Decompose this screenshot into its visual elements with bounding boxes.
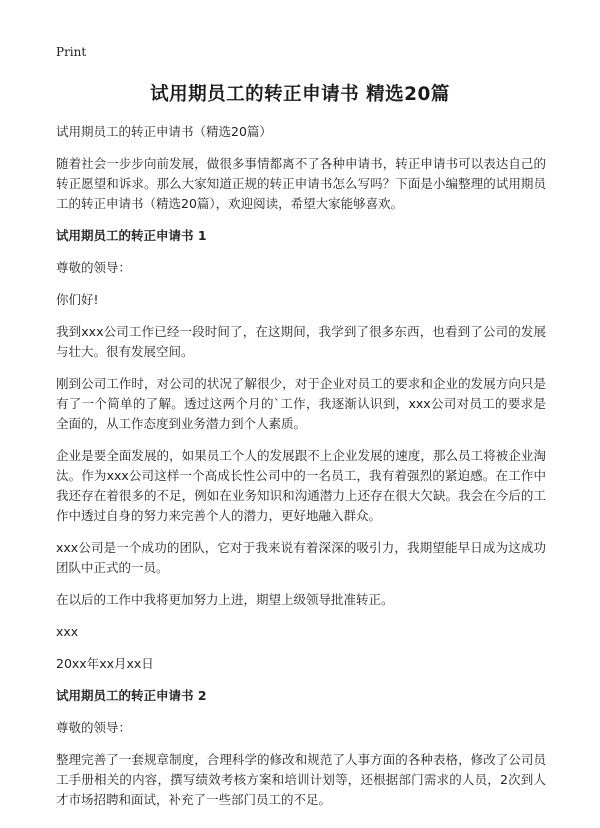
body-paragraph: 刚到公司工作时，对公司的状况了解很少，对于企业对员工的要求和企业的发展方向只是有了一个简单的了解。透过这两个月的`工作，我逐渐认识到，xxx公司对员工的要求是全面的，从工作态度到业务潜力到个人素质。 [56,376,546,431]
greeting: 你们好! [56,292,99,307]
document-subtitle: 试用期员工的转正申请书（精选20篇） [56,124,272,139]
section-heading: 试用期员工的转正申请书 2 [56,688,207,703]
body-paragraph: 整理完善了一套规章制度，合理科学的修改和规范了人事方面的各种表格，修改了公司员工手册相关的内容，撰写绩效考核方案和培训计划等，还根据部门需求的人员，2次到人才市场招聘和面试，补充了一些部门员工的不足。 [56,752,546,807]
signature: xxx [56,624,79,639]
body-paragraph: 在以后的工作中我将更加努力上进，期望上级领导批准转正。 [56,592,394,607]
intro-paragraph: 随着社会一步步向前发展，做很多事情都离不了各种申请书，转正申请书可以表达自己的转正愿望和诉求。那么大家知道正规的转正申请书怎么写吗？下面是小编整理的试用期员工的转正申请书（精选20篇），欢迎阅读，希望大家能够喜欢。 [56,156,546,211]
page-title: 试用期员工的转正申请书 精选20篇 [150,84,450,105]
salutation: 尊敬的领导： [56,720,132,735]
print-link[interactable]: Print [56,45,87,59]
salutation: 尊敬的领导： [56,260,132,275]
body-paragraph: 我到xxx公司工作已经一段时间了，在这期间，我学到了很多东西，也看到了公司的发展与壮大。很有发展空间。 [56,324,546,359]
date-line: 20xx年xx月xx日 [56,656,154,671]
document-body [56,122,546,822]
section-heading: 试用期员工的转正申请书 1 [56,228,207,243]
body-paragraph: xxx公司是一个成功的团队，它对于我来说有着深深的吸引力，我期望能早日成为这成功团队中正式的一员。 [56,540,546,575]
body-paragraph: 企业是要全面发展的，如果员工个人的发展跟不上企业发展的速度，那么员工将被企业淘汰。作为xxx公司这样一个高成长性公司中的一名员工，我有着强烈的紧迫感。在工作中我还存在着很多的不足，例如在业务知识和沟通潜力上还存在很大欠缺。我会在今后的工作中透过自身的努力来完善个人的潜力，更好地融入群众。 [56,448,546,523]
